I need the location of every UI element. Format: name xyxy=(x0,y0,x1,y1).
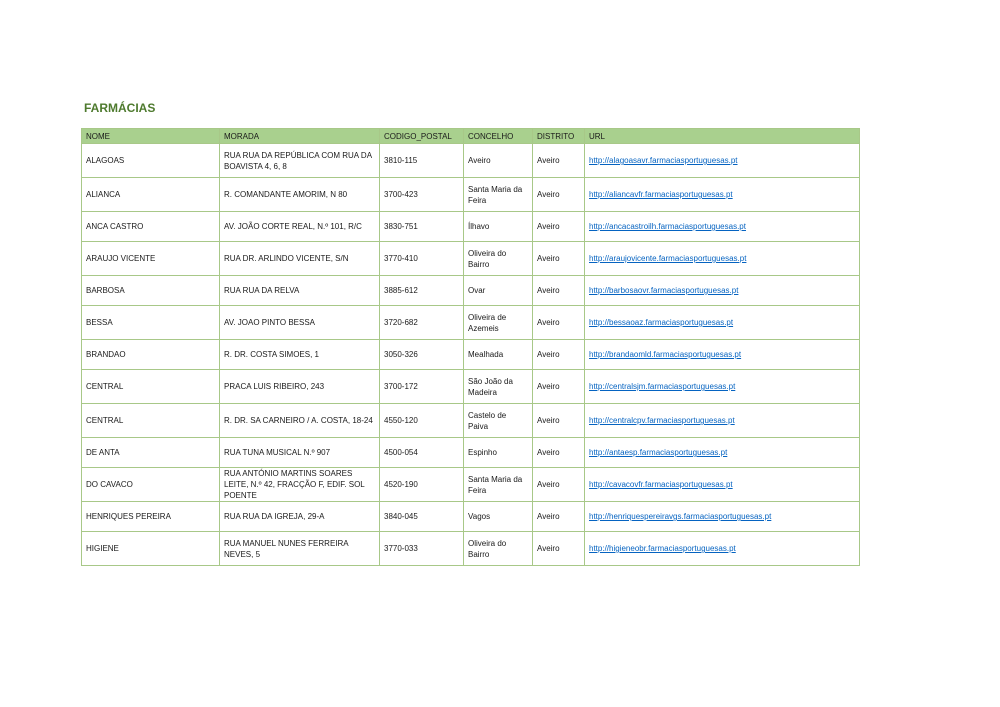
url-link[interactable]: http://centralcpv.farmaciasportuguesas.pt xyxy=(589,416,735,425)
cell-distrito: Aveiro xyxy=(533,340,585,370)
cell-nome: ALIANCA xyxy=(82,178,220,212)
cell-distrito: Aveiro xyxy=(533,404,585,438)
cell-url xyxy=(585,340,860,370)
cell-url xyxy=(585,438,860,468)
cell-codigo-postal: 3700-172 xyxy=(380,370,464,404)
cell-distrito: Aveiro xyxy=(533,438,585,468)
table-row xyxy=(82,306,860,340)
cell-nome: CENTRAL xyxy=(82,404,220,438)
cell-distrito: Aveiro xyxy=(533,276,585,306)
cell-codigo-postal: 3840-045 xyxy=(380,502,464,532)
cell-morada: RUA RUA DA RELVA xyxy=(220,276,380,306)
table-row xyxy=(82,532,860,566)
cell-concelho: Oliveira de Azemeis xyxy=(464,306,533,340)
cell-nome: BARBOSA xyxy=(82,276,220,306)
cell-morada: RUA TUNA MUSICAL N.º 907 xyxy=(220,438,380,468)
cell-distrito: Aveiro xyxy=(533,178,585,212)
cell-distrito: Aveiro xyxy=(533,242,585,276)
cell-url xyxy=(585,306,860,340)
url-link[interactable]: http://antaesp.farmaciasportuguesas.pt xyxy=(589,448,728,457)
cell-nome: ANCA CASTRO xyxy=(82,212,220,242)
cell-distrito: Aveiro xyxy=(533,370,585,404)
cell-distrito: Aveiro xyxy=(533,532,585,566)
cell-nome: ALAGOAS xyxy=(82,144,220,178)
table-row xyxy=(82,212,860,242)
cell-morada: R. DR. COSTA SIMOES, 1 xyxy=(220,340,380,370)
url-link[interactable]: http://cavacovfr.farmaciasportuguesas.pt xyxy=(589,480,733,489)
cell-codigo-postal: 3050-326 xyxy=(380,340,464,370)
header-concelho: CONCELHO xyxy=(464,129,533,144)
table-row xyxy=(82,276,860,306)
cell-morada: R. COMANDANTE AMORIM, N 80 xyxy=(220,178,380,212)
cell-concelho: Vagos xyxy=(464,502,533,532)
url-link[interactable]: http://alagoasavr.farmaciasportuguesas.pt xyxy=(589,156,738,165)
url-link[interactable]: http://henriquespereiravgs.farmaciasportuguesas.pt xyxy=(589,512,772,521)
cell-codigo-postal: 3830-751 xyxy=(380,212,464,242)
url-link[interactable]: http://bessaoaz.farmaciasportuguesas.pt xyxy=(589,318,734,327)
cell-url xyxy=(585,532,860,566)
cell-morada: PRACA LUIS RIBEIRO, 243 xyxy=(220,370,380,404)
cell-codigo-postal: 3885-612 xyxy=(380,276,464,306)
cell-morada: RUA DR. ARLINDO VICENTE, S/N xyxy=(220,242,380,276)
table-row xyxy=(82,502,860,532)
cell-nome: BESSA xyxy=(82,306,220,340)
cell-morada: RUA ANTÓNIO MARTINS SOARES LEITE, N.º 42, FRACÇÃO F, EDIF. SOL POENTE xyxy=(220,468,380,502)
cell-concelho: Santa Maria da Feira xyxy=(464,178,533,212)
table-row xyxy=(82,242,860,276)
header-row xyxy=(82,129,860,144)
cell-url xyxy=(585,212,860,242)
table-row xyxy=(82,178,860,212)
table-row xyxy=(82,370,860,404)
cell-url xyxy=(585,370,860,404)
table-row xyxy=(82,144,860,178)
cell-concelho: Mealhada xyxy=(464,340,533,370)
cell-url xyxy=(585,178,860,212)
cell-codigo-postal: 3770-410 xyxy=(380,242,464,276)
url-link[interactable]: http://barbosaovr.farmaciasportuguesas.pt xyxy=(589,286,739,295)
cell-distrito: Aveiro xyxy=(533,144,585,178)
page-title: FARMÁCIAS xyxy=(84,101,156,115)
url-link[interactable]: http://centralsjm.farmaciasportuguesas.pt xyxy=(589,382,736,391)
header-distrito: DISTRITO xyxy=(533,129,585,144)
cell-codigo-postal: 3720-682 xyxy=(380,306,464,340)
cell-url xyxy=(585,144,860,178)
header-url: URL xyxy=(585,129,860,144)
cell-nome: HENRIQUES PEREIRA xyxy=(82,502,220,532)
cell-morada: AV. JOÃO CORTE REAL, N.º 101, R/C xyxy=(220,212,380,242)
cell-morada: RUA RUA DA IGREJA, 29-A xyxy=(220,502,380,532)
cell-distrito: Aveiro xyxy=(533,468,585,502)
cell-distrito: Aveiro xyxy=(533,212,585,242)
cell-concelho: São João da Madeira xyxy=(464,370,533,404)
cell-nome: ARAUJO VICENTE xyxy=(82,242,220,276)
cell-nome: BRANDAO xyxy=(82,340,220,370)
cell-url xyxy=(585,276,860,306)
cell-concelho: Ovar xyxy=(464,276,533,306)
cell-concelho: Ílhavo xyxy=(464,212,533,242)
cell-concelho: Oliveira do Bairro xyxy=(464,532,533,566)
cell-morada: AV. JOAO PINTO BESSA xyxy=(220,306,380,340)
table-row xyxy=(82,340,860,370)
table-row xyxy=(82,468,860,502)
cell-concelho: Espinho xyxy=(464,438,533,468)
cell-codigo-postal: 3770-033 xyxy=(380,532,464,566)
cell-nome: DO CAVACO xyxy=(82,468,220,502)
cell-url xyxy=(585,242,860,276)
url-link[interactable]: http://aliancavfr.farmaciasportuguesas.pt xyxy=(589,190,733,199)
cell-url xyxy=(585,502,860,532)
cell-distrito: Aveiro xyxy=(533,502,585,532)
cell-morada: RUA RUA DA REPÚBLICA COM RUA DA BOAVISTA 4, 6, 8 xyxy=(220,144,380,178)
url-link[interactable]: http://brandaomld.farmaciasportuguesas.pt xyxy=(589,350,742,359)
cell-concelho: Santa Maria da Feira xyxy=(464,468,533,502)
url-link[interactable]: http://araujovicente.farmaciasportuguesas.pt xyxy=(589,254,747,263)
cell-codigo-postal: 3700-423 xyxy=(380,178,464,212)
cell-codigo-postal: 4500-054 xyxy=(380,438,464,468)
cell-url xyxy=(585,404,860,438)
cell-nome: DE ANTA xyxy=(82,438,220,468)
cell-concelho: Aveiro xyxy=(464,144,533,178)
pharmacy-table xyxy=(81,128,860,566)
cell-nome: HIGIENE xyxy=(82,532,220,566)
cell-codigo-postal: 4550-120 xyxy=(380,404,464,438)
cell-morada: RUA MANUEL NUNES FERREIRA NEVES, 5 xyxy=(220,532,380,566)
header-codigo-postal: CODIGO_POSTAL xyxy=(380,129,464,144)
cell-morada: R. DR. SA CARNEIRO / A. COSTA, 18-24 xyxy=(220,404,380,438)
url-link[interactable]: http://higieneobr.farmaciasportuguesas.pt xyxy=(589,544,736,553)
cell-concelho: Castelo de Paiva xyxy=(464,404,533,438)
cell-codigo-postal: 4520-190 xyxy=(380,468,464,502)
url-link[interactable]: http://ancacastroilh.farmaciasportuguesas.pt xyxy=(589,222,746,231)
table-row xyxy=(82,438,860,468)
cell-concelho: Oliveira do Bairro xyxy=(464,242,533,276)
header-nome: NOME xyxy=(82,129,220,144)
table-row xyxy=(82,404,860,438)
cell-url xyxy=(585,468,860,502)
cell-codigo-postal: 3810-115 xyxy=(380,144,464,178)
cell-distrito: Aveiro xyxy=(533,306,585,340)
header-morada: MORADA xyxy=(220,129,380,144)
cell-nome: CENTRAL xyxy=(82,370,220,404)
